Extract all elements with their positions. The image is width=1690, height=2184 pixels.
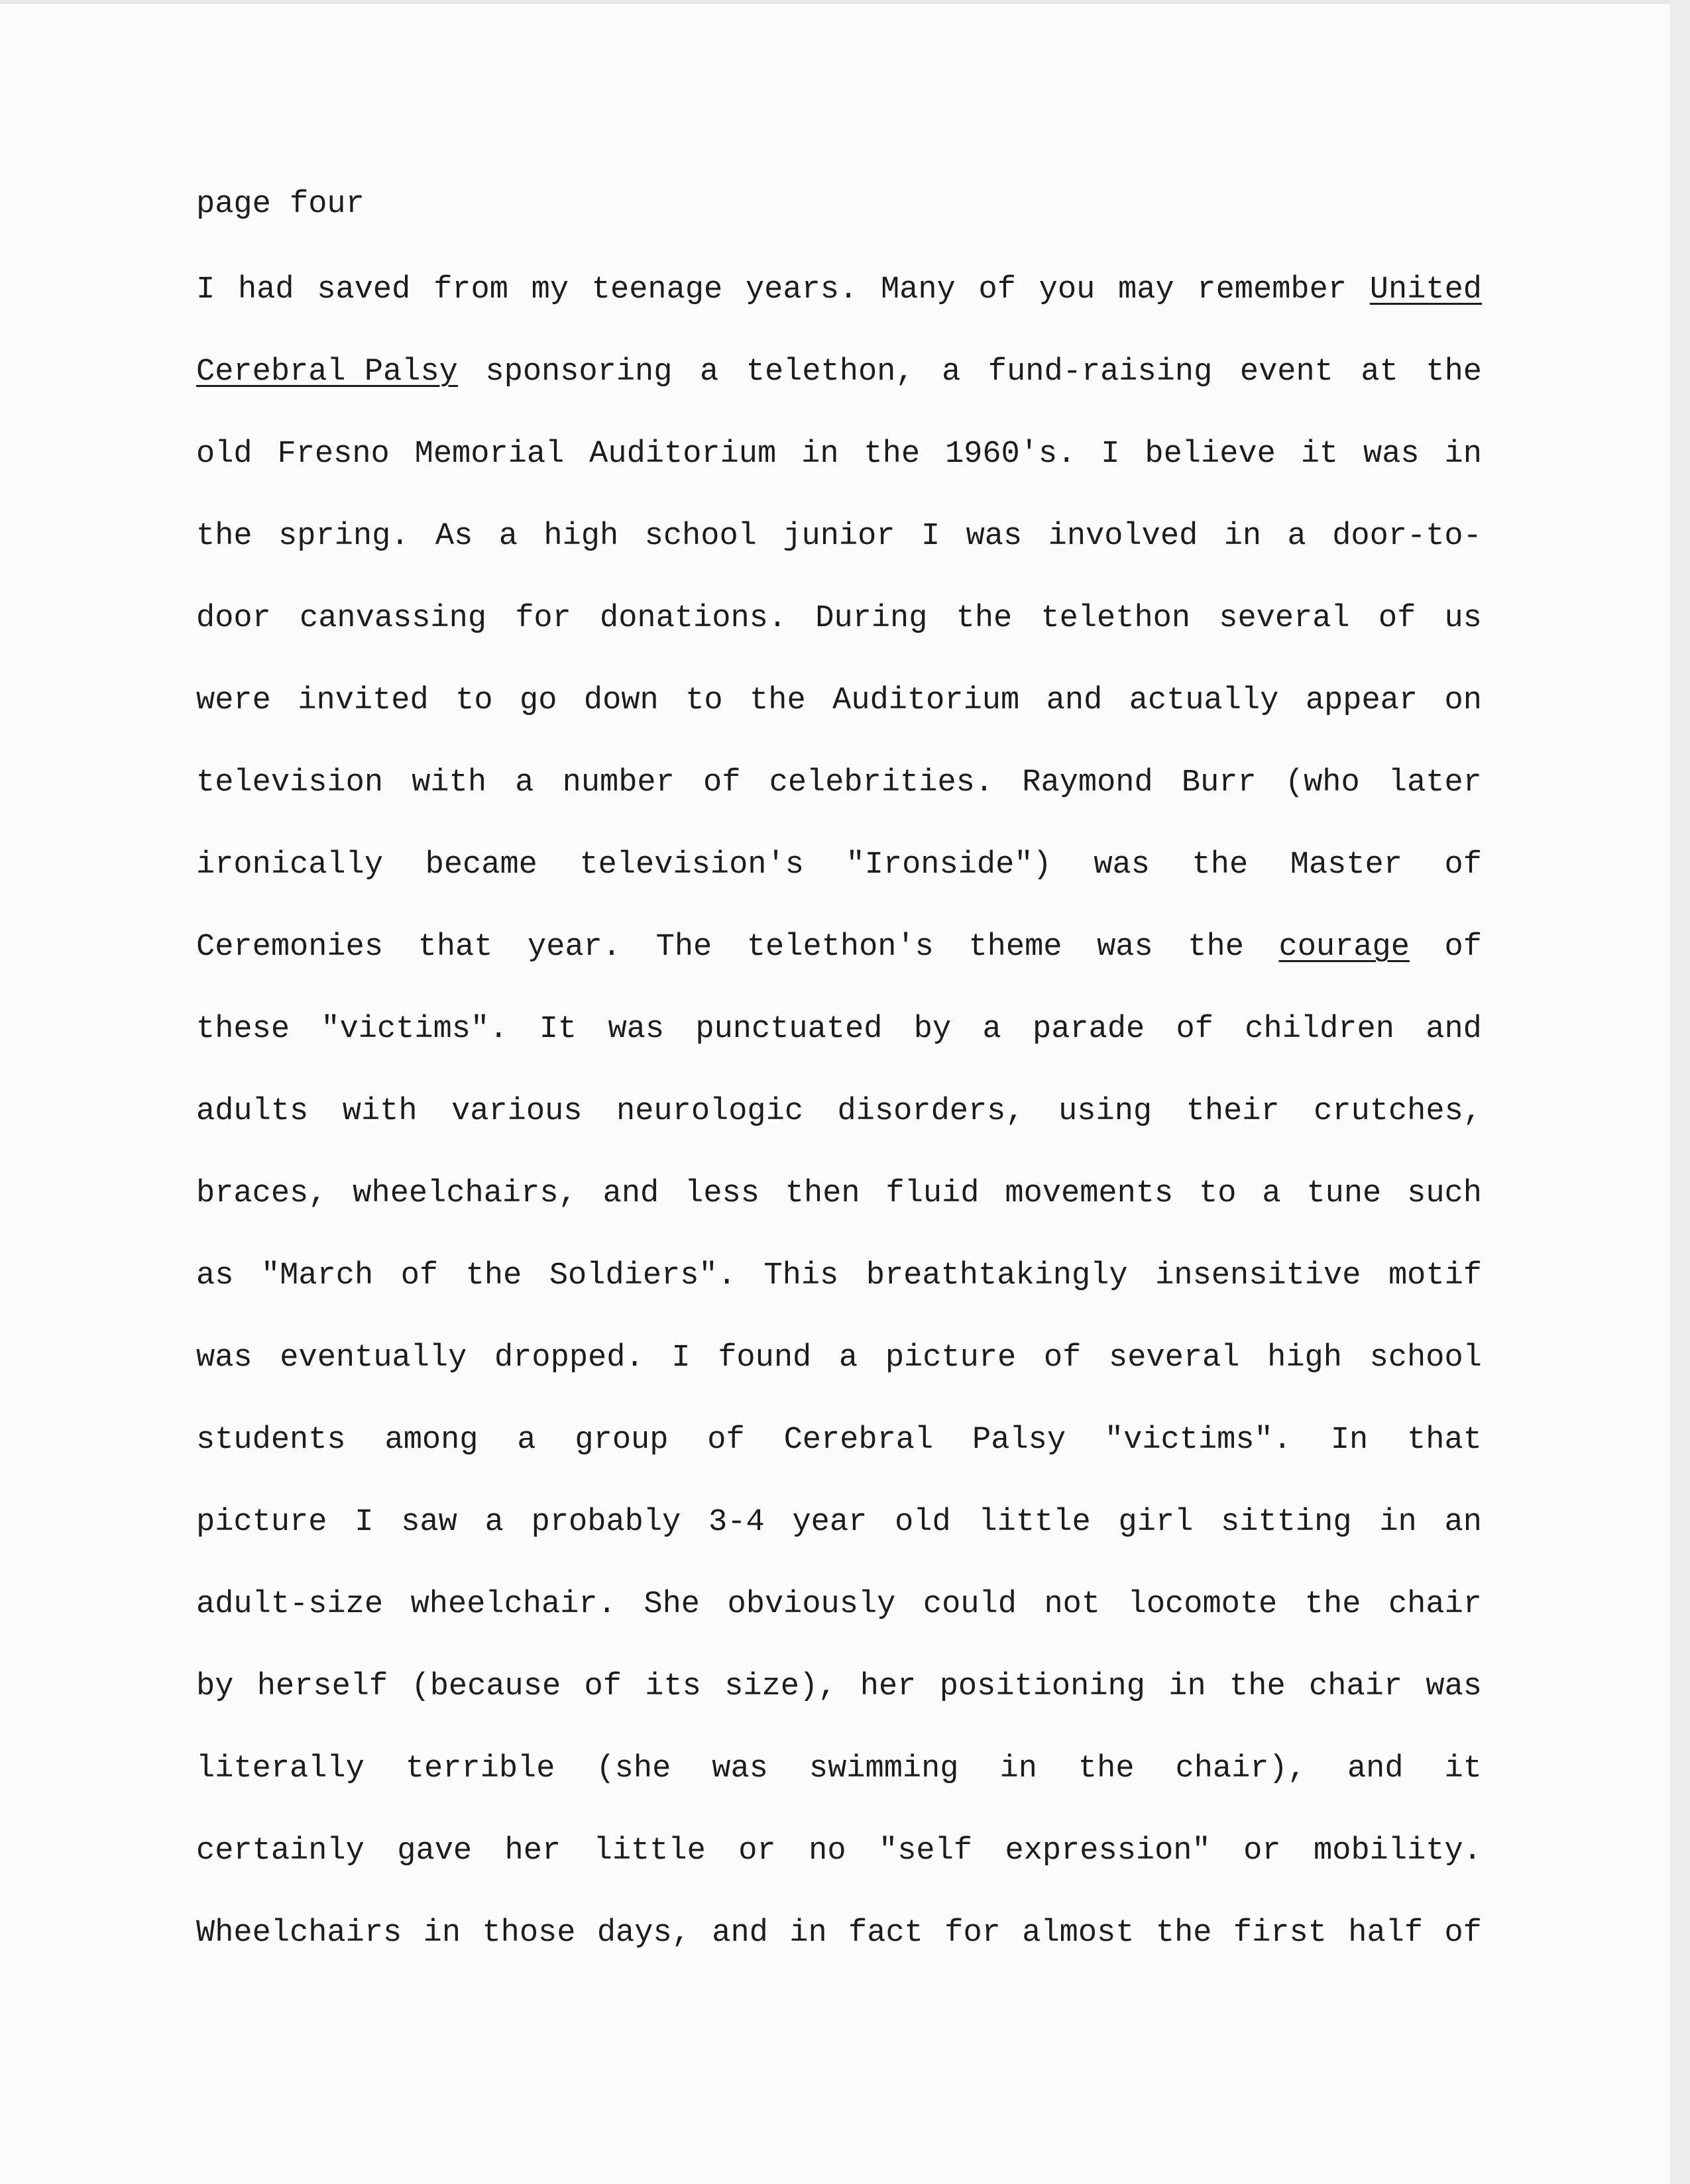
- word: (who: [1284, 765, 1360, 800]
- word: days,: [596, 1916, 691, 1951]
- word: tune: [1306, 1176, 1382, 1211]
- word: Soldiers".: [549, 1258, 736, 1293]
- word: wheelchair.: [410, 1587, 616, 1622]
- word: fund-raising: [987, 355, 1213, 390]
- text-line: [196, 928, 1482, 967]
- word: junior: [783, 519, 895, 554]
- word: in: [1223, 519, 1262, 554]
- word: these: [196, 1012, 290, 1047]
- word: "victims".: [1104, 1423, 1292, 1458]
- word: celebrities.: [769, 765, 994, 800]
- word: literally: [196, 1751, 365, 1786]
- word: chair: [1388, 1587, 1482, 1622]
- word: telethon,: [746, 355, 915, 390]
- word: Cerebral: [783, 1423, 934, 1458]
- word: a: [1262, 1176, 1281, 1211]
- text-line: [196, 1010, 1482, 1050]
- word: Ceremonies: [196, 930, 384, 965]
- word: high: [1267, 1340, 1342, 1376]
- text-line: [196, 1092, 1482, 1132]
- word: in: [1379, 1505, 1417, 1540]
- word: various: [451, 1094, 583, 1129]
- scan-right-edge: [1670, 0, 1690, 2184]
- word: on: [1444, 683, 1482, 718]
- word: telethon: [1041, 601, 1191, 636]
- word: expression": [1005, 1833, 1211, 1869]
- word: eventually: [280, 1340, 467, 1376]
- word: chair),: [1175, 1751, 1306, 1786]
- text-line: [196, 1749, 1482, 1789]
- word: and: [602, 1176, 659, 1211]
- word: teenage: [591, 272, 723, 307]
- word: saved: [317, 272, 411, 307]
- word: of: [400, 1258, 439, 1293]
- word: door: [196, 601, 271, 636]
- word: of: [1043, 1340, 1082, 1376]
- word: us: [1444, 601, 1482, 636]
- word: crutches,: [1314, 1094, 1482, 1129]
- word: involved: [1048, 519, 1198, 554]
- word: Raymond: [1022, 765, 1153, 800]
- word: in: [1444, 437, 1482, 472]
- word: Palsy: [972, 1423, 1066, 1458]
- word: a: [498, 519, 518, 554]
- word: of: [703, 765, 741, 800]
- word: was: [1094, 847, 1150, 883]
- word: locomote: [1127, 1587, 1278, 1622]
- word: those: [482, 1916, 576, 1951]
- word: fluid: [885, 1176, 980, 1211]
- word: using: [1058, 1094, 1153, 1129]
- word: high: [543, 519, 619, 554]
- word: movements: [1005, 1176, 1174, 1211]
- word: saw: [401, 1505, 457, 1540]
- word: of: [1176, 1012, 1213, 1047]
- word: canvassing: [300, 601, 487, 636]
- word: remember: [1197, 272, 1347, 307]
- word: almost: [1022, 1916, 1135, 1951]
- word: obviously: [727, 1587, 896, 1622]
- word: a: [515, 765, 534, 800]
- word: of: [1444, 847, 1482, 883]
- underlined-word: United: [1369, 272, 1482, 307]
- word: that: [418, 930, 493, 965]
- text-line: [196, 1831, 1482, 1871]
- word: students: [196, 1423, 346, 1458]
- word: go: [520, 683, 557, 718]
- word: the: [864, 437, 921, 472]
- word: little: [593, 1833, 706, 1869]
- word: and: [1347, 1751, 1404, 1786]
- word: for: [944, 1916, 1001, 1951]
- word: invited: [298, 683, 429, 718]
- word: I: [355, 1505, 374, 1540]
- word: As: [435, 519, 473, 554]
- word: It: [539, 1012, 577, 1047]
- word: by: [196, 1669, 234, 1704]
- word: in: [1168, 1669, 1206, 1704]
- word: her: [504, 1833, 561, 1869]
- word: among: [384, 1423, 479, 1458]
- word: was: [1097, 930, 1153, 965]
- word: group: [575, 1423, 669, 1458]
- word: "self: [879, 1833, 973, 1869]
- word: the: [1229, 1669, 1286, 1704]
- word: theme: [968, 930, 1062, 965]
- word: a: [699, 355, 719, 390]
- text-line: [196, 1914, 1482, 1953]
- word: or: [1243, 1833, 1281, 1869]
- word: spring.: [278, 519, 410, 554]
- word: was: [608, 1012, 665, 1047]
- word: from: [433, 272, 508, 307]
- word: to: [685, 683, 723, 718]
- word: the: [1188, 930, 1244, 965]
- word: wheelchairs,: [353, 1176, 577, 1211]
- word: "March: [260, 1258, 374, 1293]
- word: down: [583, 683, 659, 718]
- word: with: [412, 765, 487, 800]
- word: fact: [848, 1916, 923, 1951]
- word: could: [923, 1587, 1017, 1622]
- word: the: [465, 1258, 522, 1293]
- text-line: [196, 517, 1482, 557]
- word: event: [1239, 355, 1333, 390]
- word: was: [966, 519, 1023, 554]
- word: Many: [880, 272, 956, 307]
- word: braces,: [196, 1176, 327, 1211]
- word: believe: [1145, 437, 1276, 472]
- word: their: [1186, 1094, 1280, 1129]
- word: of: [1444, 1916, 1482, 1951]
- word: of: [978, 272, 1016, 307]
- word: in: [801, 437, 839, 472]
- word: with: [342, 1094, 418, 1129]
- word: half: [1348, 1916, 1424, 1951]
- word: insensitive: [1155, 1258, 1361, 1293]
- word: to: [455, 683, 493, 718]
- word: sponsoring: [485, 355, 673, 390]
- word: a: [484, 1505, 504, 1540]
- word: Auditorium: [589, 437, 777, 472]
- word: no: [809, 1833, 846, 1869]
- word: neurologic: [616, 1094, 804, 1129]
- word: as: [196, 1258, 234, 1293]
- word: old: [196, 437, 253, 472]
- underlined-word: Cerebral Palsy: [196, 355, 458, 390]
- word: years.: [745, 272, 858, 307]
- word: I: [1101, 437, 1120, 472]
- word: door-to-: [1332, 519, 1482, 554]
- word: then: [785, 1176, 860, 1211]
- word: punctuated: [695, 1012, 883, 1047]
- word: gave: [397, 1833, 473, 1869]
- word: the: [1426, 355, 1482, 390]
- word: positioning: [939, 1669, 1145, 1704]
- word: a: [1287, 519, 1306, 554]
- text-line: [196, 435, 1482, 474]
- word: Memorial: [414, 437, 565, 472]
- page-header: page four: [196, 187, 365, 222]
- word: terrible: [405, 1751, 555, 1786]
- word: was: [196, 1340, 253, 1376]
- text-line: [196, 681, 1482, 721]
- text-line: [196, 1256, 1482, 1296]
- text-line: [196, 1503, 1482, 1543]
- word: and: [1426, 1012, 1482, 1047]
- word: "victims".: [321, 1012, 508, 1047]
- word: such: [1407, 1176, 1482, 1211]
- word: year.: [528, 930, 622, 965]
- word: the: [1304, 1587, 1361, 1622]
- word: In: [1330, 1423, 1369, 1458]
- word: school: [644, 519, 757, 554]
- word: were: [196, 683, 271, 718]
- word: you: [1039, 272, 1096, 307]
- word: first: [1233, 1916, 1327, 1951]
- word: herself: [256, 1669, 388, 1704]
- word: was: [712, 1751, 768, 1786]
- word: in: [789, 1916, 827, 1951]
- word: dropped.: [494, 1340, 644, 1376]
- word: the: [1078, 1751, 1135, 1786]
- word: motif: [1388, 1258, 1482, 1293]
- word: Auditorium: [832, 683, 1020, 718]
- text-line: [196, 353, 1482, 392]
- word: it: [1444, 1751, 1482, 1786]
- word: Burr: [1181, 765, 1257, 800]
- word: the: [196, 519, 253, 554]
- word: telethon's: [746, 930, 934, 965]
- word: number: [562, 765, 675, 800]
- word: found: [718, 1340, 812, 1376]
- word: television's: [579, 847, 804, 883]
- word: may: [1118, 272, 1174, 307]
- word: I: [671, 1340, 691, 1376]
- word: Master: [1290, 847, 1402, 883]
- word: of: [1444, 930, 1482, 965]
- word: that: [1407, 1423, 1482, 1458]
- word: her: [860, 1669, 917, 1704]
- word: adult-size: [196, 1587, 384, 1622]
- word: "Ironside"): [846, 847, 1052, 883]
- word: was: [1426, 1669, 1482, 1704]
- word: by: [913, 1012, 952, 1047]
- underlined-word: courage: [1278, 930, 1410, 965]
- word: it: [1300, 437, 1339, 472]
- word: sitting: [1221, 1505, 1352, 1540]
- word: had: [237, 272, 294, 307]
- word: a: [517, 1423, 536, 1458]
- word: television: [196, 765, 384, 800]
- word: The: [655, 930, 712, 965]
- word: my: [531, 272, 569, 307]
- text-line: [196, 763, 1482, 803]
- text-line: [196, 846, 1482, 885]
- word: picture: [196, 1505, 327, 1540]
- word: Fresno: [277, 437, 390, 472]
- text-line: [196, 599, 1482, 639]
- word: several: [1109, 1340, 1240, 1376]
- word: adults: [196, 1094, 309, 1129]
- word: actually: [1129, 683, 1279, 718]
- word: a: [982, 1012, 1001, 1047]
- word: a: [942, 355, 961, 390]
- text-line: [196, 1174, 1482, 1214]
- word: girl: [1118, 1505, 1194, 1540]
- text-line: [196, 1667, 1482, 1707]
- word: the: [956, 601, 1013, 636]
- scan-top-edge: [0, 0, 1690, 4]
- word: size),: [724, 1669, 837, 1704]
- word: chair: [1309, 1669, 1403, 1704]
- word: a: [838, 1340, 858, 1376]
- word: not: [1044, 1587, 1101, 1622]
- word: appear: [1305, 683, 1418, 718]
- word: of: [707, 1423, 745, 1458]
- word: I: [196, 272, 215, 307]
- text-line: [196, 1585, 1482, 1625]
- word: became: [425, 847, 537, 883]
- word: or: [738, 1833, 776, 1869]
- word: disorders,: [837, 1094, 1025, 1129]
- word: ironically: [196, 847, 384, 883]
- word: She: [644, 1587, 700, 1622]
- word: the: [1192, 847, 1249, 883]
- word: During: [815, 601, 928, 636]
- word: several: [1219, 601, 1350, 636]
- word: and: [712, 1916, 768, 1951]
- word: of: [1378, 601, 1416, 636]
- word: year: [792, 1505, 868, 1540]
- word: school: [1369, 1340, 1482, 1376]
- word: at: [1361, 355, 1398, 390]
- word: less: [685, 1176, 760, 1211]
- word: This: [763, 1258, 839, 1293]
- word: I: [921, 519, 940, 554]
- word: 1960's.: [944, 437, 1076, 472]
- word: the: [1155, 1916, 1212, 1951]
- word: little: [978, 1505, 1091, 1540]
- word: breathtakingly: [866, 1258, 1128, 1293]
- text-line: [196, 1421, 1482, 1460]
- word: in: [423, 1916, 461, 1951]
- text-line: [196, 270, 1482, 310]
- word: was: [1363, 437, 1420, 472]
- word: parade: [1033, 1012, 1145, 1047]
- word: 3-4: [708, 1505, 765, 1540]
- word: of: [584, 1669, 622, 1704]
- word: for: [515, 601, 571, 636]
- word: swimming: [809, 1751, 959, 1786]
- word: to: [1199, 1176, 1237, 1211]
- word: mobility.: [1314, 1833, 1482, 1869]
- word: (because: [411, 1669, 561, 1704]
- word: (she: [596, 1751, 671, 1786]
- word: the: [750, 683, 806, 718]
- word: old: [895, 1505, 951, 1540]
- word: later: [1388, 765, 1482, 800]
- word: donations.: [600, 601, 787, 636]
- word: in: [999, 1751, 1037, 1786]
- word: probably: [531, 1505, 681, 1540]
- word: an: [1444, 1505, 1482, 1540]
- word: certainly: [196, 1833, 365, 1869]
- word: children: [1245, 1012, 1394, 1047]
- text-line: [196, 1338, 1482, 1378]
- word: picture: [885, 1340, 1017, 1376]
- word: its: [645, 1669, 701, 1704]
- word: Wheelchairs: [196, 1916, 402, 1951]
- word: and: [1046, 683, 1103, 718]
